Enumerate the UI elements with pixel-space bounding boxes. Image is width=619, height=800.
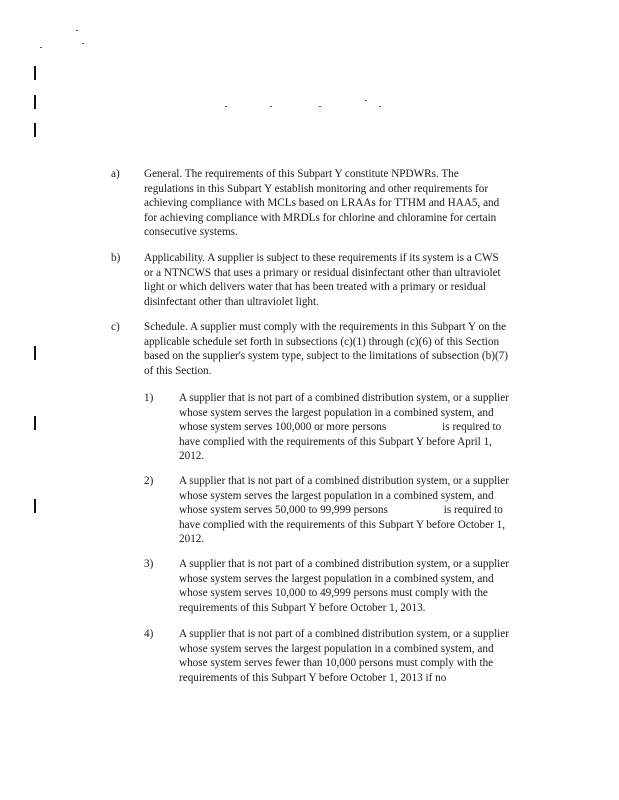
revision-bar bbox=[34, 95, 36, 109]
text-line: A supplier that is not part of a combined distribution system, or a supplier bbox=[179, 558, 509, 570]
subparagraph-text bbox=[179, 557, 509, 615]
scan-speck bbox=[40, 47, 42, 48]
text-line: whose system serves the largest population in a combined system, and bbox=[179, 572, 494, 585]
text-line: A supplier that is not part of a combined distribution system, or a supplier bbox=[179, 392, 509, 404]
paragraph-label: a) bbox=[111, 168, 120, 180]
text-line: requirements of this Subpart Y before October 1, 2013 if no bbox=[179, 671, 447, 684]
text-line: have complied with the requirements of this Subpart Y before October 1, bbox=[179, 518, 505, 531]
text-line: regulations in this Subpart Y establish monitoring and other requirements for bbox=[144, 182, 489, 195]
scan-speck bbox=[365, 100, 367, 101]
text-line: whose system serves fewer than 10,000 persons must comply with the bbox=[179, 657, 494, 670]
text-line: A supplier that is not part of a combined distribution system, or a supplier bbox=[179, 475, 509, 487]
text-line: Applicability. A supplier is subject to these requirements if its system is a CWS bbox=[144, 252, 499, 264]
paragraph-label: b) bbox=[111, 252, 121, 264]
text-line: whose system serves 10,000 to 49,999 persons must comply with the bbox=[179, 587, 488, 600]
text-line: whose system serves the largest population in a combined system, and bbox=[179, 642, 494, 655]
text-line: of this Section. bbox=[144, 364, 212, 377]
subparagraph-text bbox=[179, 474, 509, 547]
text-line: requirements of this Subpart Y before October 1, 2013. bbox=[179, 601, 426, 614]
text-line: Schedule. A supplier must comply with the requirements in this Subpart Y on the bbox=[144, 321, 507, 333]
scan-speck bbox=[319, 106, 321, 107]
text-line: A supplier that is not part of a combined distribution system, or a supplier bbox=[179, 628, 509, 640]
subparagraph-label: 4) bbox=[144, 628, 154, 640]
scan-speck bbox=[76, 30, 78, 31]
text-line: whose system serves the largest population in a combined system, and bbox=[179, 489, 494, 502]
subparagraph-label: 3) bbox=[144, 558, 154, 570]
text-line: light or which delivers water that has been treated with a primary or residual bbox=[144, 281, 487, 294]
text-line: achieving compliance with MCLs based on LRAAs for TTHM and HAA5, and bbox=[144, 197, 500, 210]
paragraph-text bbox=[144, 251, 501, 309]
text-line: for achieving compliance with MRDLs for chlorine and chloramine for certain bbox=[144, 211, 497, 224]
text-line: 2012. bbox=[179, 450, 205, 463]
text-line: consecutive systems. bbox=[144, 226, 238, 239]
text-line: General. The requirements of this Subpart Y constitute NPDWRs. The bbox=[144, 168, 459, 180]
paragraph-text bbox=[144, 167, 499, 240]
paragraph-text bbox=[144, 320, 508, 378]
text-line: or a NTNCWS that uses a primary or residual disinfectant other than ultraviolet bbox=[144, 266, 501, 279]
text-line: whose system serves 50,000 to 99,999 persons is required to bbox=[179, 504, 503, 517]
text-line: 2012. bbox=[179, 533, 205, 546]
scan-speck bbox=[225, 106, 227, 107]
subparagraph-text bbox=[179, 391, 509, 464]
scan-speck bbox=[270, 106, 272, 107]
text-line: whose system serves the largest population in a combined system, and bbox=[179, 406, 494, 419]
scan-speck bbox=[82, 43, 84, 44]
subparagraph-label: 2) bbox=[144, 475, 154, 487]
revision-bar bbox=[34, 499, 36, 513]
text-line: have complied with the requirements of this Subpart Y before April 1, bbox=[179, 435, 492, 448]
revision-bar bbox=[34, 346, 36, 360]
text-line: whose system serves 100,000 or more persons is required to bbox=[179, 421, 502, 434]
subparagraph-label: 1) bbox=[144, 392, 154, 404]
text-line: based on the supplier's system type, subject to the limitations of subsection (b)(7) bbox=[144, 350, 508, 363]
revision-bar bbox=[34, 66, 36, 80]
paragraph-label: c) bbox=[111, 321, 120, 333]
scan-speck bbox=[379, 106, 381, 107]
text-line: applicable schedule set forth in subsections (c)(1) through (c)(6) of this Section bbox=[144, 335, 500, 348]
revision-bar bbox=[34, 123, 36, 137]
text-line: disinfectant other than ultraviolet light. bbox=[144, 295, 319, 308]
subparagraph-text bbox=[179, 627, 509, 685]
revision-bar bbox=[34, 416, 36, 430]
